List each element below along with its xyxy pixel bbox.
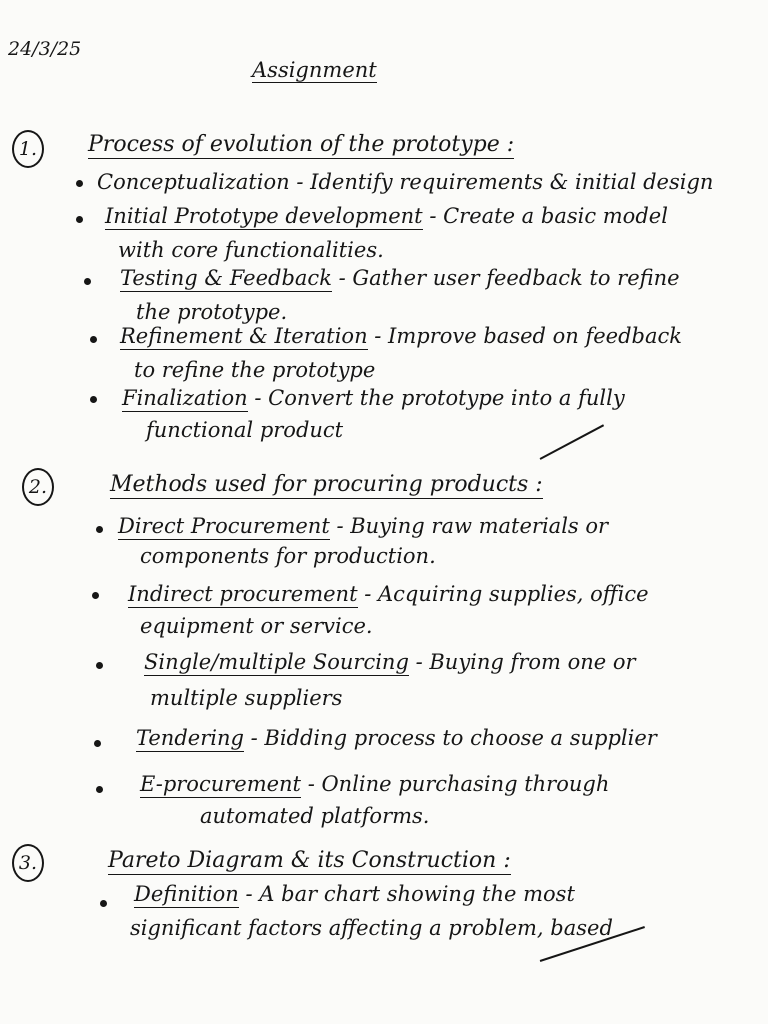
list-item: Conceptualization - Identify requirements & initial design [97, 170, 714, 194]
list-item-continuation: automated platforms. [200, 804, 430, 828]
list-item: Single/multiple Sourcing - Buying from one or [144, 650, 636, 674]
list-item-continuation: functional product [146, 418, 344, 442]
section-number-2: 2. [22, 468, 54, 506]
bullet [76, 180, 83, 187]
list-item-continuation: to refine the prototype [134, 358, 376, 382]
list-item-continuation: significant factors affecting a problem, based [130, 916, 613, 940]
section-number-1: 1. [12, 130, 44, 168]
list-item: Definition - A bar chart showing the most [134, 882, 575, 906]
bullet [90, 336, 97, 343]
list-item: Refinement & Iteration - Improve based on feedback [120, 324, 683, 348]
list-item: Testing & Feedback - Gather user feedback to refine [120, 266, 680, 290]
section-heading-1: Process of evolution of the prototype : [88, 132, 515, 157]
list-item: Direct Procurement - Buying raw materials or [118, 514, 609, 538]
list-item-continuation: components for production. [140, 544, 436, 568]
list-item: Indirect procurement - Acquiring supplies, office [128, 582, 649, 606]
bullet [96, 786, 103, 793]
date: 24/3/25 [8, 38, 82, 60]
list-item: Initial Prototype development - Create a basic model [105, 204, 668, 228]
bullet [84, 278, 91, 285]
list-item-continuation: with core functionalities. [118, 238, 384, 262]
list-item: Tendering - Bidding process to choose a supplier [136, 726, 657, 750]
section-number-3: 3. [12, 844, 44, 882]
bullet [96, 662, 103, 669]
list-item-continuation: the prototype. [136, 300, 288, 324]
list-item-continuation: equipment or service. [140, 614, 373, 638]
list-item: Finalization - Convert the prototype into a fully [122, 386, 625, 410]
bullet [96, 526, 103, 533]
section-heading-2: Methods used for procuring products : [110, 472, 543, 497]
list-item-continuation: multiple suppliers [150, 686, 343, 710]
section-heading-3: Pareto Diagram & its Construction : [108, 848, 511, 873]
bullet [92, 592, 99, 599]
page-title: Assignment [252, 58, 377, 82]
bullet [90, 396, 97, 403]
bullet [94, 740, 101, 747]
pen-tick-mark [540, 424, 604, 459]
bullet [76, 216, 83, 223]
list-item: E-procurement - Online purchasing through [140, 772, 610, 796]
bullet [100, 900, 107, 907]
